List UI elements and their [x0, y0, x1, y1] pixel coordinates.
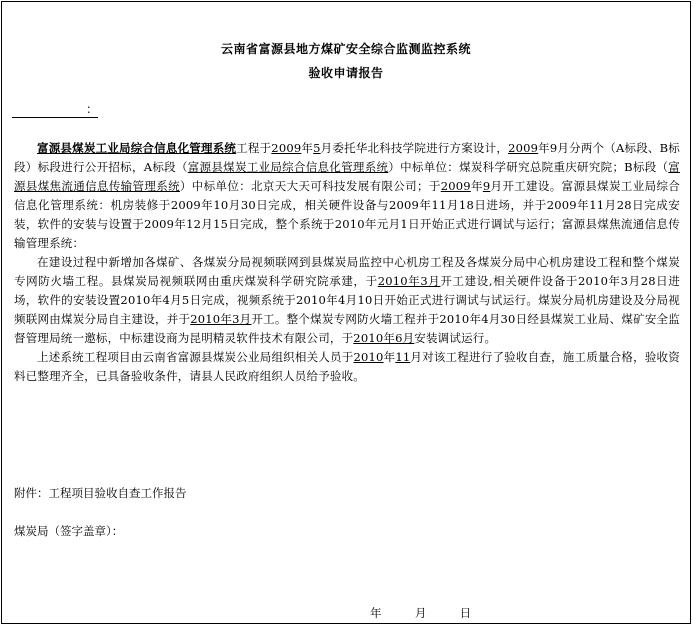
text-span: 上述系统工程项目由云南省富源县煤炭公业局组织相关人员于 — [37, 350, 354, 364]
addressee-blank: ： — [12, 102, 98, 118]
date-line — [370, 605, 471, 621]
underlined-year: 2010 — [353, 350, 384, 364]
paragraph-2 — [14, 253, 680, 348]
underlined-year: 2009 — [440, 179, 471, 193]
underlined-date: 2010年6月 — [353, 331, 415, 345]
system-name: 富源县煤炭工业局综合信息化管理系统 — [37, 141, 237, 155]
text-span: 年 — [383, 350, 396, 364]
text-span: 年9月分两个（A标段、B标段）标段进行公开招标，A标段（ — [14, 141, 681, 174]
underlined-month: 11 — [395, 350, 411, 364]
underlined-month: 9 — [482, 179, 491, 193]
text-span: 年 — [470, 179, 483, 193]
doc-title-line1: 云南省富源县地方煤矿安全综合监测监控系统 — [220, 42, 471, 56]
date-day: 日 — [459, 606, 472, 620]
text-span: ）中标单位：煤炭科学研究总院重庆研究院；B标段（ — [388, 160, 669, 174]
doc-title-line2: 验收申请报告 — [308, 66, 384, 80]
underlined-year: 2009 — [271, 141, 302, 155]
underlined-system-a: 富源县煤炭工业局综合信息化管理系统 — [187, 160, 389, 174]
document-page — [1, 1, 691, 624]
text-span: 工程于 — [236, 141, 272, 155]
signature-line: 煤炭局（签字盖章）： — [14, 524, 124, 538]
underlined-system-b: 富源县煤焦流通信息传输管理系统 — [14, 160, 680, 193]
text-span: 月对该工程进行了验收自查，施工质量合格，验收资料已整理齐全，已具备验收条件，请县人民政府组织人员给予验收。 — [14, 350, 680, 383]
text-span: 月开工建设。富源县煤炭工业局综合信息化管理系统：机房装修于2009年10月30日完成，相关硬件设备与2009年11月18日进场，并于2009年11月28日完成安装，软件的安装与设置于2009年12月15日完成，整个系统于2010年元月1日开始正式进行调试与运行；富源县煤焦流通信息传输管理系统： — [14, 179, 680, 250]
underlined-date: 2010年3月 — [190, 312, 252, 326]
text-span: ）中标单位：北京天大天可科技发展有限公司；于 — [179, 179, 441, 193]
paragraph-3 — [14, 348, 680, 386]
date-month: 月 — [414, 606, 427, 620]
text-span: 开工。整个煤炭专网防火墙工程并于2010年4月30日经县煤炭工业局、煤矿安全监督管理局统一邀标，中标建设商为昆明精灵软件技术有限公司，于 — [14, 312, 681, 345]
report-body — [14, 139, 680, 386]
underlined-month: 5 — [313, 141, 321, 155]
paragraph-1 — [14, 139, 680, 253]
underlined-date: 2010年3月 — [377, 274, 441, 288]
date-year: 年 — [370, 606, 382, 620]
attachment-line: 附件：工程项目验收自查工作报告 — [14, 486, 187, 500]
underlined-year: 2009 — [508, 141, 539, 155]
text-span: 在建设过程中新增加各煤矿、各煤炭分局视频联网到县煤炭局监控中心机房工程及各煤炭分局中心机房建设工程和整个煤炭专网防火墙工程。县煤炭局视频联网由重庆煤炭科学研究院承建，于 — [14, 255, 680, 288]
text-span: 开工建设,相关硬件设备于2010年3月28日进场，软件的安装设置2010年4月5日完成，视频系统于2010年4月10日开始正式进行调试与试运行。煤炭分局机房建设及分局视频联网由煤炭分局自主建设，并于 — [14, 274, 681, 326]
text-span: 月委托华北科技学院进行方案设计， — [320, 141, 509, 155]
text-span: 年 — [301, 141, 314, 155]
text-span: 安装调试运行。 — [414, 331, 497, 345]
